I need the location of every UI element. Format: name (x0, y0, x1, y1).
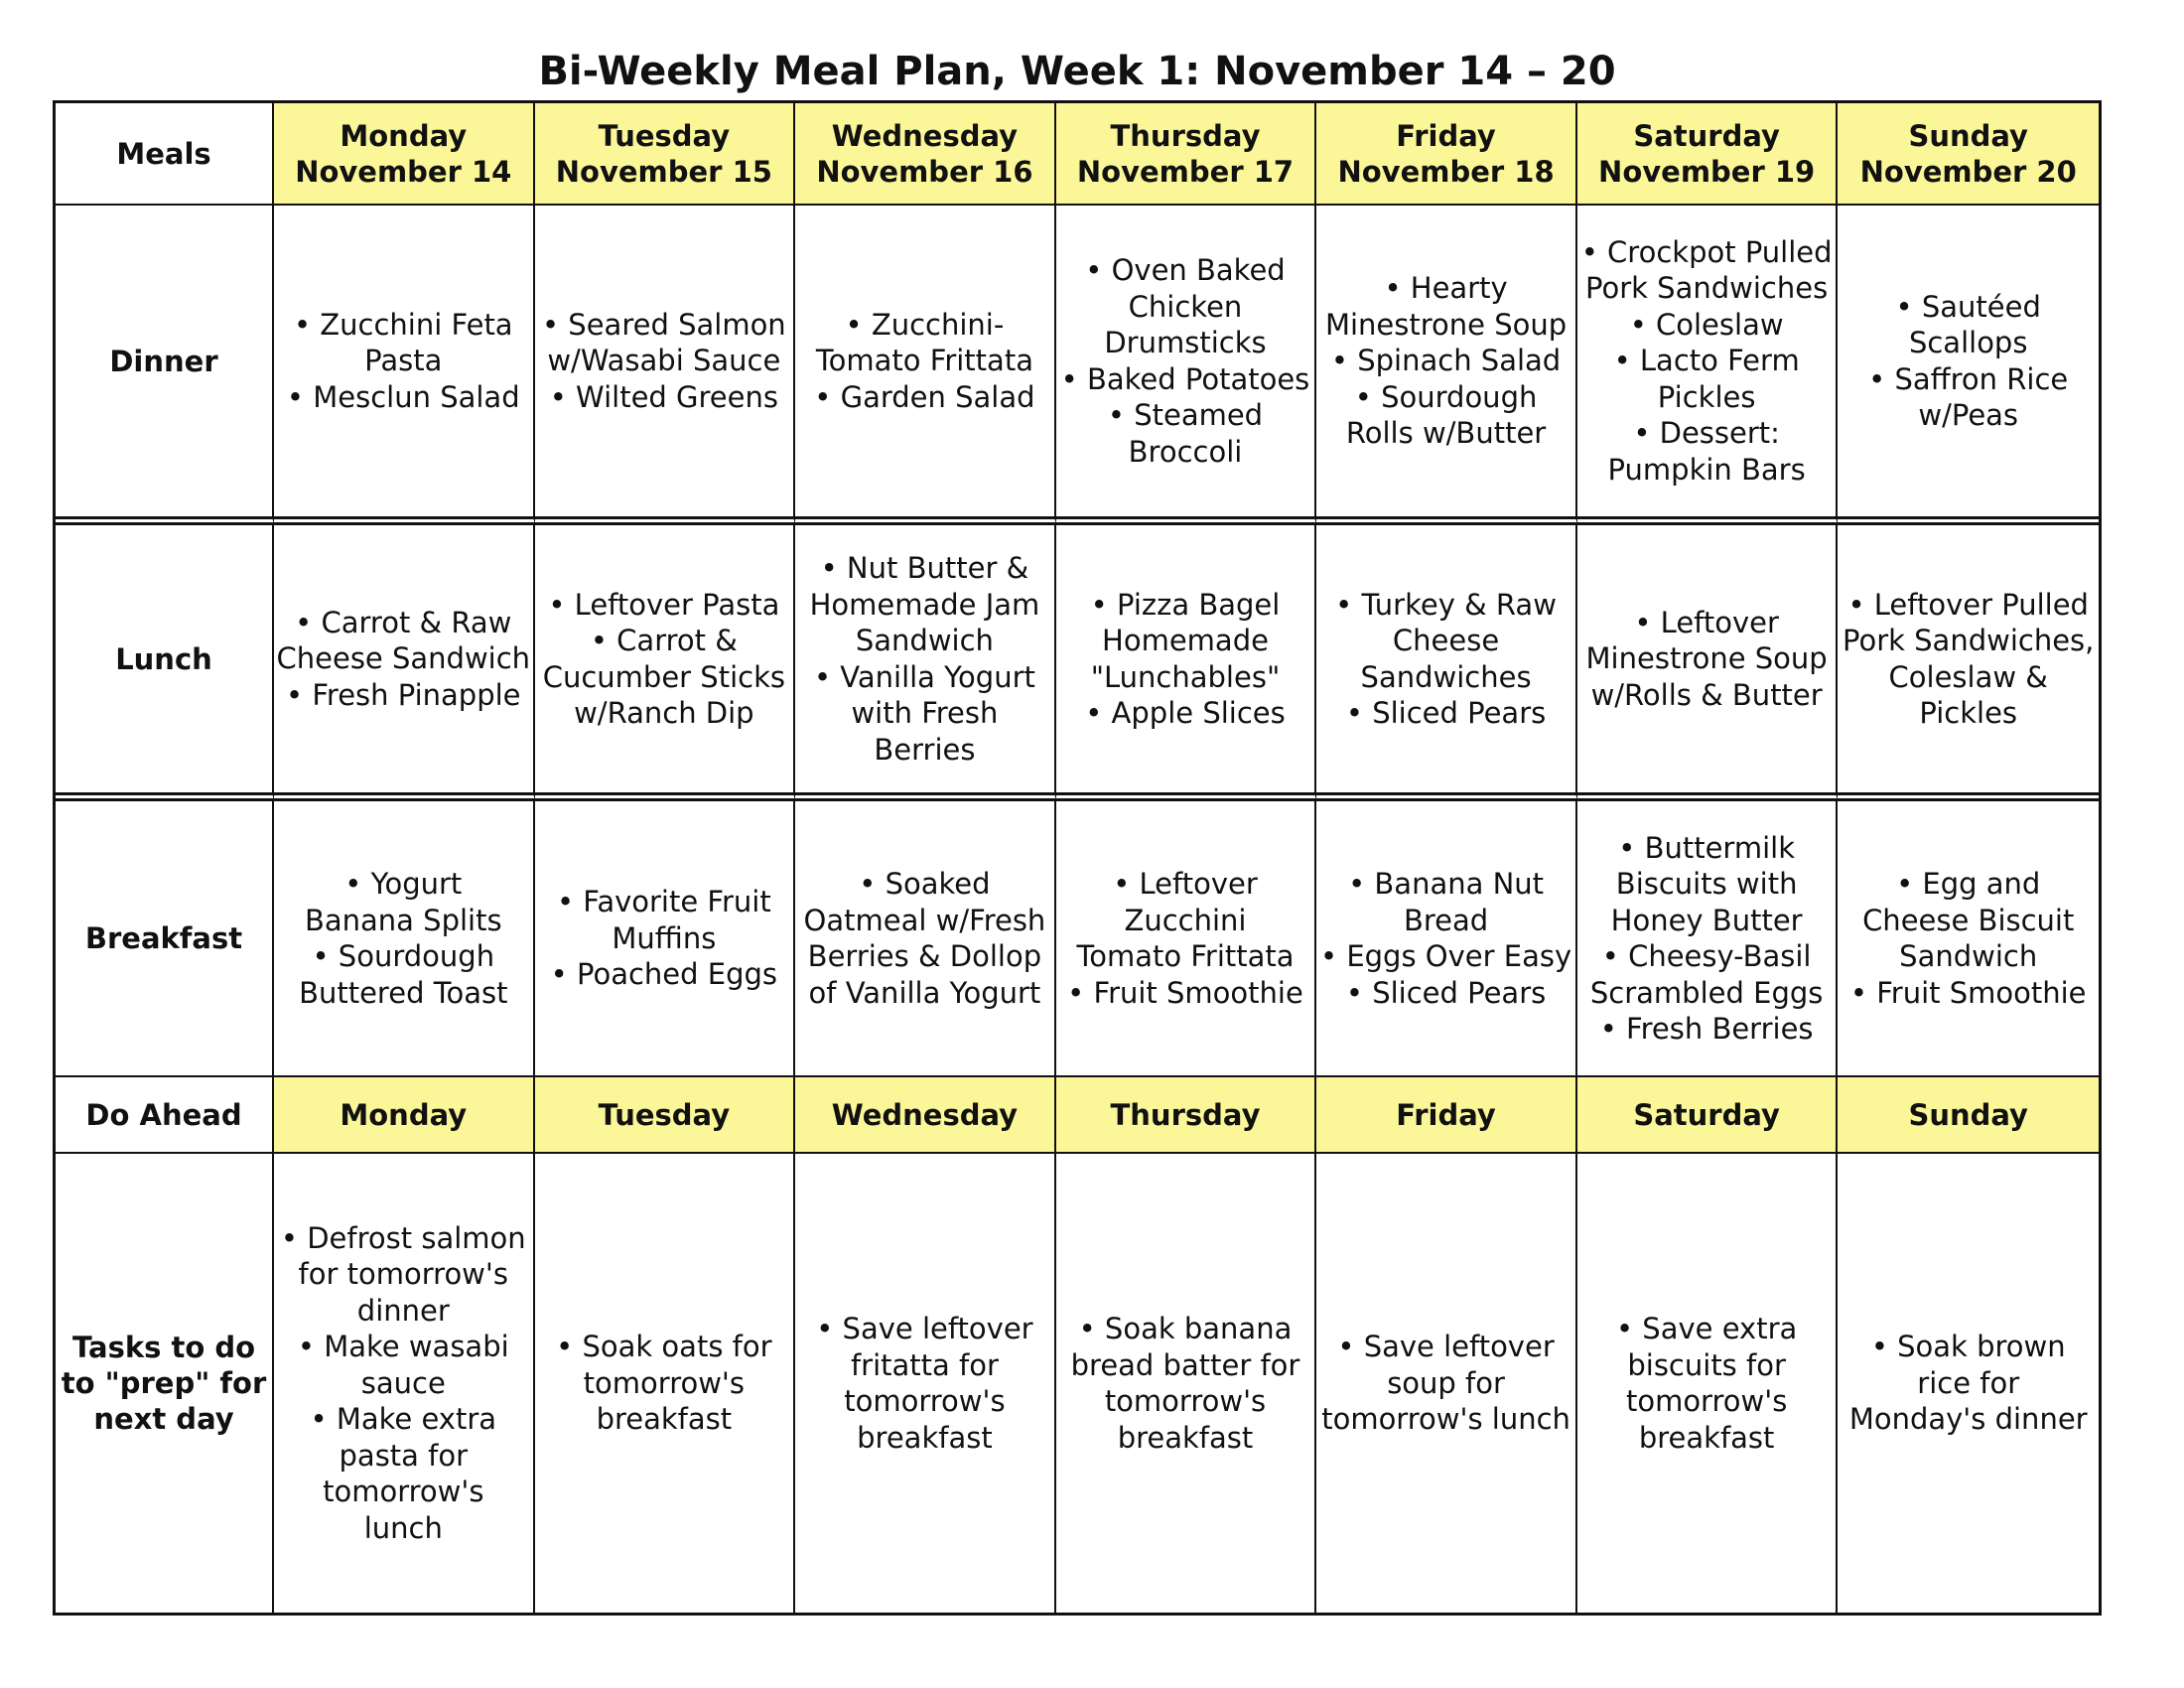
cell-line: Dinner (109, 344, 218, 378)
do-ahead-day: Tuesday (535, 1077, 796, 1154)
cell-line: • Yogurt (344, 867, 463, 901)
task-cell (1056, 1154, 1317, 1613)
meal-cell (1838, 206, 2099, 525)
cell-line: Pickles (1919, 696, 2018, 730)
meal-label (56, 525, 274, 801)
cell-line: Zucchini (1124, 903, 1247, 937)
meal-cell (795, 525, 1056, 801)
cell-line: Tomato Frittata (815, 344, 1033, 378)
cell-line: • Soak banana (1078, 1312, 1293, 1345)
cell-line: • Carrot & (590, 624, 738, 657)
day-header (795, 103, 1056, 206)
cell-line: tomorrow's (1625, 1384, 1788, 1418)
day-header (1056, 103, 1317, 206)
cell-line: soup for (1387, 1365, 1505, 1400)
cell-line: Biscuits with (1615, 867, 1798, 901)
cell-line: Pork Sandwiches (1585, 271, 1829, 306)
cell-line: • Leftover (1113, 867, 1258, 901)
cell-line: Muffins (612, 920, 717, 955)
do-ahead-day: Sunday (1838, 1077, 2099, 1154)
day-name: Sunday (1908, 118, 2028, 153)
cell-line: • Crockpot Pulled (1580, 234, 1833, 269)
do-ahead-day: Friday (1316, 1077, 1577, 1154)
cell-line: • Turkey & Raw (1335, 587, 1557, 622)
cell-line: • Lacto Ferm (1613, 344, 1800, 378)
cell-line: tomorrow's (1104, 1384, 1267, 1418)
cell-line: • Soak oats for (556, 1330, 772, 1364)
cell-line: • Zucchini- (845, 307, 1005, 342)
cell-line: Scallops (1908, 326, 2028, 359)
cell-line: • Wilted Greens (549, 379, 778, 414)
cell-line: Breakfast (84, 921, 243, 955)
cell-line: Pumpkin Bars (1607, 452, 1806, 487)
cell-line: Minestrone Soup (1585, 641, 1828, 676)
cell-line: of Vanilla Yogurt (808, 975, 1041, 1010)
cell-line: Homemade Jam (809, 587, 1040, 622)
day-header (1316, 103, 1577, 206)
cell-line: tomorrow's (583, 1365, 746, 1400)
cell-line: • Sliced Pears (1345, 696, 1547, 730)
cell-line: • Baked Potatoes (1060, 361, 1310, 396)
cell-line: to "prep" for (61, 1366, 267, 1400)
meal-label (56, 801, 274, 1077)
cell-line: w/Ranch Dip (574, 696, 754, 730)
cell-line: Banana Splits (304, 903, 502, 937)
task-cell (535, 1154, 796, 1613)
cell-line: sauce (360, 1365, 446, 1400)
cell-line: • Fruit Smoothie (1067, 975, 1303, 1010)
cell-line: • Leftover Pasta (548, 587, 780, 622)
cell-line: • Fresh Berries (1599, 1012, 1814, 1046)
cell-line: • Pizza Bagel (1090, 587, 1281, 622)
cell-line: • Leftover Pulled (1847, 587, 2089, 622)
cell-line: Monday's dinner (1848, 1402, 2088, 1437)
meals-header: Meals (56, 103, 274, 206)
cell-line: Sandwich (855, 624, 994, 657)
task-cell (1838, 1154, 2099, 1613)
task-cell (274, 1154, 535, 1613)
cell-line: • Save extra (1615, 1312, 1798, 1345)
cell-line: breakfast (1638, 1420, 1775, 1455)
cell-line: • Soaked (859, 867, 991, 901)
cell-line: • Nut Butter & (820, 551, 1029, 585)
cell-line: Coleslaw & (1888, 659, 2048, 694)
task-cell (795, 1154, 1056, 1613)
meal-cell (1316, 801, 1577, 1077)
meal-cell (274, 206, 535, 525)
do-ahead-day: Monday (274, 1077, 535, 1154)
cell-line: "Lunchables" (1090, 659, 1281, 694)
cell-line: • Make extra (310, 1402, 497, 1437)
cell-line: • Fresh Pinapple (286, 677, 521, 712)
meal-cell (535, 206, 796, 525)
cell-line: Cucumber Sticks (542, 659, 785, 694)
cell-line: • Sourdough (312, 939, 495, 973)
day-name: Saturday (1633, 118, 1780, 153)
cell-line: Sandwich (1899, 939, 2038, 973)
cell-line: Chicken (1128, 289, 1243, 324)
cell-line: Minestrone Soup (1324, 307, 1568, 342)
cell-line: • Saffron Rice (1868, 361, 2069, 396)
cell-line: breakfast (857, 1420, 993, 1455)
cell-line: Cheese Biscuit (1862, 903, 2075, 937)
cell-line: • Dessert: (1633, 416, 1780, 451)
cell-line: • Favorite Fruit (556, 885, 771, 919)
cell-line: Pickles (1657, 379, 1756, 414)
meal-cell (1838, 801, 2099, 1077)
cell-line: • Save leftover (816, 1312, 1033, 1345)
cell-line: • Sliced Pears (1345, 975, 1547, 1010)
do-ahead-label: Do Ahead (56, 1077, 274, 1154)
cell-line: • Garden Salad (814, 379, 1035, 414)
cell-line: Lunch (115, 641, 212, 676)
cell-line: Pork Sandwiches, (1843, 624, 2095, 657)
cell-line: Bread (1403, 903, 1489, 937)
meal-plan-table (53, 100, 2102, 1616)
cell-line: • Sautéed (1895, 289, 2041, 324)
cell-line: Berries & Dollop (807, 939, 1042, 973)
meal-cell (795, 801, 1056, 1077)
meal-cell (535, 801, 796, 1077)
cell-line: • Zucchini Feta (293, 307, 513, 342)
cell-line: • Oven Baked (1085, 253, 1286, 287)
cell-line: • Soak brown (1870, 1330, 2066, 1364)
day-name: Thursday (1110, 118, 1261, 153)
cell-line: tomorrow's (844, 1384, 1006, 1418)
cell-line: with Fresh (851, 696, 999, 730)
cell-line: rice for (1917, 1365, 2020, 1400)
cell-line: lunch (363, 1510, 443, 1545)
meal-cell (1577, 525, 1839, 801)
cell-line: w/Peas (1918, 398, 2019, 432)
day-date: November 20 (1859, 154, 2077, 189)
day-header (1577, 103, 1839, 206)
cell-line: tomorrow's lunch (1321, 1402, 1570, 1437)
meal-cell (1577, 206, 1839, 525)
day-name: Tuesday (598, 118, 731, 153)
cell-line: • Egg and (1896, 867, 2041, 901)
cell-line: Tomato Frittata (1076, 939, 1295, 973)
cell-line: Rolls w/Butter (1345, 416, 1547, 451)
cell-line: bread batter for (1070, 1347, 1300, 1382)
day-date: November 17 (1076, 154, 1295, 189)
cell-line: next day (93, 1402, 234, 1436)
meal-cell (1056, 206, 1317, 525)
day-name: Monday (340, 118, 468, 153)
cell-line: • Spinach Salad (1330, 344, 1562, 378)
cell-line: • Banana Nut (1348, 867, 1545, 901)
cell-line: • Defrost salmon (280, 1220, 526, 1255)
cell-line: breakfast (1117, 1420, 1254, 1455)
cell-line: Cheese Sandwich (276, 641, 531, 676)
cell-line: Berries (874, 732, 976, 767)
cell-line: Pasta (364, 344, 443, 378)
cell-line: • Coleslaw (1629, 307, 1784, 342)
meal-cell (1316, 206, 1577, 525)
cell-line: biscuits for (1627, 1347, 1786, 1382)
cell-line: • Sourdough (1354, 379, 1538, 414)
task-cell (1316, 1154, 1577, 1613)
cell-line: Honey Butter (1610, 903, 1803, 937)
meal-cell (1838, 525, 2099, 801)
day-date: November 14 (295, 154, 512, 189)
cell-line: • Poached Eggs (550, 957, 778, 992)
task-cell (1577, 1154, 1839, 1613)
day-name: Friday (1396, 118, 1496, 153)
meal-cell (274, 801, 535, 1077)
meal-cell (535, 525, 796, 801)
day-header (274, 103, 535, 206)
do-ahead-day: Wednesday (795, 1077, 1056, 1154)
day-date: November 16 (816, 154, 1033, 189)
day-header (535, 103, 796, 206)
cell-line: Tasks to do (71, 1331, 256, 1364)
meal-cell (1056, 525, 1317, 801)
meal-cell (274, 525, 535, 801)
do-ahead-day: Saturday (1577, 1077, 1839, 1154)
cell-line: tomorrow's (323, 1475, 484, 1509)
cell-line: • Vanilla Yogurt (813, 659, 1035, 694)
cell-line: • Carrot & Raw (295, 605, 512, 639)
do-ahead-day: Thursday (1056, 1077, 1317, 1154)
cell-line: fritatta for (850, 1347, 999, 1382)
cell-line: Homemade (1102, 624, 1269, 657)
cell-line: breakfast (596, 1402, 733, 1437)
cell-line: • Eggs Over Easy (1320, 939, 1572, 973)
meal-cell (1316, 525, 1577, 801)
cell-line: Buttered Toast (299, 975, 508, 1010)
cell-line: Oatmeal w/Fresh (803, 903, 1046, 937)
day-header (1838, 103, 2099, 206)
meal-label (56, 206, 274, 525)
cell-line: for tomorrow's (298, 1257, 508, 1292)
cell-line: Cheese (1392, 624, 1500, 657)
cell-line: Broccoli (1128, 434, 1243, 469)
cell-line: • Seared Salmon (541, 307, 786, 342)
cell-line: pasta for (339, 1438, 469, 1473)
day-date: November 15 (555, 154, 772, 189)
meal-cell (1577, 801, 1839, 1077)
cell-line: Scrambled Eggs (1589, 975, 1824, 1010)
cell-line: w/Rolls & Butter (1590, 677, 1823, 712)
cell-line: • Mesclun Salad (286, 379, 520, 414)
cell-line: • Cheesy-Basil (1601, 939, 1812, 973)
cell-line: • Save leftover (1337, 1330, 1555, 1364)
day-date: November 18 (1337, 154, 1555, 189)
cell-line: Drumsticks (1104, 326, 1267, 359)
day-date: November 19 (1598, 154, 1816, 189)
meal-cell (1056, 801, 1317, 1077)
cell-line: • Make wasabi (297, 1330, 509, 1364)
cell-line: • Hearty (1384, 271, 1508, 306)
cell-line: • Steamed (1107, 398, 1264, 432)
cell-line: • Apple Slices (1085, 696, 1286, 730)
page-title: Bi-Weekly Meal Plan, Week 1: November 14 – 20 (538, 49, 1616, 94)
meal-cell (795, 206, 1056, 525)
cell-line: • Fruit Smoothie (1849, 975, 2087, 1010)
day-name: Wednesday (831, 118, 1019, 153)
cell-line: Sandwiches (1360, 659, 1532, 694)
cell-line: • Leftover (1634, 605, 1779, 639)
tasks-label (56, 1154, 274, 1613)
cell-line: dinner (356, 1293, 450, 1328)
cell-line: • Buttermilk (1618, 830, 1796, 865)
cell-line: w/Wasabi Sauce (547, 344, 781, 378)
